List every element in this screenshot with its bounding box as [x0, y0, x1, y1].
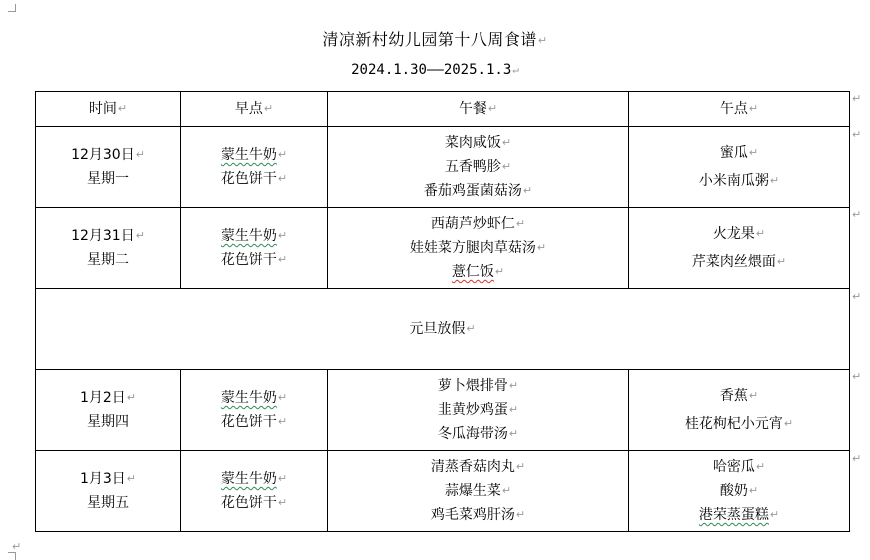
margin-corner-mark — [8, 552, 16, 560]
breakfast-cell: 蒙生牛奶↵ 花色饼干↵ — [181, 208, 328, 289]
date-cell: 1月3日↵ 星期五 — [36, 451, 181, 532]
breakfast-cell: 蒙生牛奶↵ 花色饼干↵ — [181, 127, 328, 208]
table-row — [36, 208, 850, 289]
lunch-cell: 西葫芦炒虾仁↵ 娃娃菜方腿肉草菇汤↵ 薏仁饭↵ — [328, 208, 629, 289]
margin-corner-mark — [8, 4, 16, 12]
holiday-cell: 元旦放假↵ — [36, 289, 850, 370]
table-row — [36, 370, 850, 451]
header-breakfast: 早点↵ — [181, 92, 328, 127]
header-time: 时间↵ — [36, 92, 181, 127]
breakfast-cell: 蒙生牛奶↵ 花色饼干↵ — [181, 451, 328, 532]
snack-cell: 香蕉↵ 桂花枸杞小元宵↵ — [629, 370, 850, 451]
lunch-cell: 菜肉咸饭↵ 五香鸭胗↵ 番茄鸡蛋菌菇汤↵ — [328, 127, 629, 208]
lunch-cell: 萝卜煨排骨↵ 韭黄炒鸡蛋↵ 冬瓜海带汤↵ — [328, 370, 629, 451]
paragraph-mark: ↵ — [852, 452, 862, 465]
paragraph-mark: ↵ — [852, 290, 862, 303]
paragraph-mark: ↵ — [852, 92, 862, 105]
date-cell: 12月30日↵ 星期一 — [36, 127, 181, 208]
date-cell: 1月2日↵ 星期四 — [36, 370, 181, 451]
table-row — [36, 289, 850, 370]
paragraph-mark: ↵ — [852, 208, 862, 221]
paragraph-mark: ↵ — [12, 540, 22, 553]
breakfast-cell: 蒙生牛奶↵ 花色饼干↵ — [181, 370, 328, 451]
paragraph-mark: ↵ — [852, 370, 862, 383]
table-row — [36, 127, 850, 208]
snack-cell: 蜜瓜↵ 小米南瓜粥↵ — [629, 127, 850, 208]
table-header-row — [36, 92, 850, 127]
weekly-menu-table — [35, 91, 850, 532]
document-title: 清凉新村幼儿园第十八周食谱↵ — [322, 30, 548, 49]
lunch-cell: 清蒸香菇肉丸↵ 蒜爆生菜↵ 鸡毛菜鸡肝汤↵ — [328, 451, 629, 532]
header-lunch: 午餐↵ — [328, 92, 629, 127]
date-cell: 12月31日↵ 星期二 — [36, 208, 181, 289]
date-range: 2024.1.30——2025.1.3↵ — [351, 62, 519, 78]
paragraph-mark: ↵ — [852, 128, 862, 141]
snack-cell: 哈密瓜↵ 酸奶↵ 港荣蒸蛋糕↵ — [629, 451, 850, 532]
table-row — [36, 451, 850, 532]
header-snack: 午点↵ — [629, 92, 850, 127]
snack-cell: 火龙果↵ 芹菜肉丝煨面↵ — [629, 208, 850, 289]
